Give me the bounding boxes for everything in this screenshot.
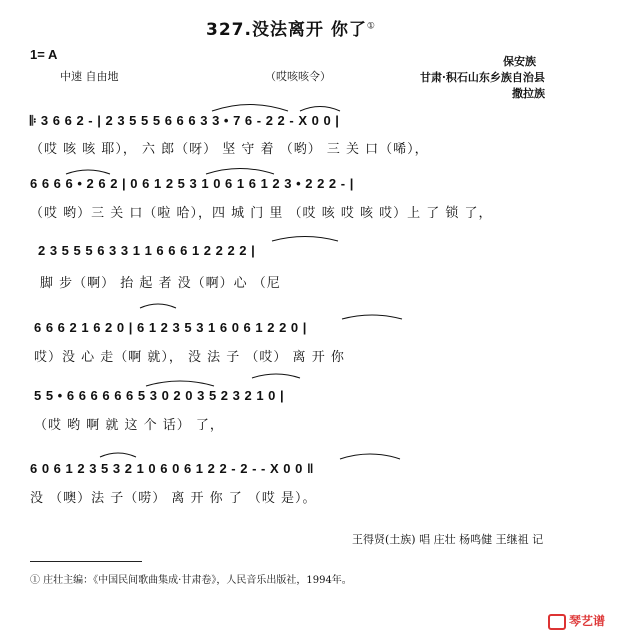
key-signature: 1= A — [30, 47, 58, 62]
tune-name: （哎咳咳令） — [265, 70, 331, 83]
notation-line-5: 5 5 • 6 6 6 6 6 6 5 3 0 2 0 3 5 2 3 2 1 0 | — [34, 388, 285, 403]
lyrics-line-4: 哎）没 心 走（啊 就）， 没 法 子 （哎） 离 开 你 — [34, 350, 345, 365]
notation-line-1: 𝄆 3 6 6 2 - | 2 3 5 5 5 6 6 6 3 3 • 7 6 - 2 2 - X 0 0 | — [30, 113, 340, 128]
footnote-text: ① 庄壮主编：《中国民间歌曲集成·甘肃卷》，人民音乐出版社，1994年。 — [30, 575, 352, 586]
watermark-text: 琴艺谱 — [569, 614, 606, 628]
notation-line-4: 6 6 6 2 1 6 2 0 | 6 1 2 3 5 3 1 6 0 6 1 2 2 0 | — [34, 320, 307, 335]
origin-ethnicity: 保安族 — [503, 55, 536, 68]
song-title — [206, 15, 376, 40]
footnote-divider — [30, 561, 142, 562]
lyrics-line-5: （哎 哟 啊 就 这 个 话） 了， — [34, 418, 224, 433]
notation-line-2: 6 6 6 6 • 2 6 2 | 0 6 1 2 5 3 1 0 6 1 6 1 2 3 • 2 2 2 - | — [30, 176, 354, 191]
lyrics-line-1: （哎 咳 咳 耶）， 六 郎（呀） 坚 守 着 （哟） 三 关 口（唏）， — [30, 142, 429, 157]
tempo-marking: 中速 自由地 — [60, 70, 119, 83]
credit-line: 王得贤(土族) 唱 庄壮 杨鸣健 王继祖 记 — [352, 533, 544, 546]
notation-line-6: 6 0 6 1 2 3 5 3 2 1 0 6 0 6 1 2 2 - 2 - - X 0 0 ‖ — [30, 461, 314, 476]
watermark — [548, 612, 605, 630]
notation-line-3: 2 3 5 5 5 6 3 3 1 1 6 6 6 1 2 2 2 2 | — [38, 243, 256, 258]
origin-region: 甘肃·积石山东乡族自治县 — [420, 71, 545, 84]
lyrics-line-2: （哎 哟）三 关 口（啦 哈），四 城 门 里 （哎 咳 哎 咳 哎）上 了 锁 了， — [30, 206, 493, 221]
origin-people: 撒拉族 — [512, 87, 545, 100]
watermark-logo-icon — [548, 614, 566, 630]
lyrics-line-3: 脚 步（啊） 抬 起 者 没（啊）心 （尼 — [40, 276, 281, 291]
footnote-mark: ① — [366, 21, 376, 32]
song-title-text: 327.没法离开 你了 — [206, 20, 367, 40]
lyrics-line-6: 没 （噢）法 子（唠） 离 开 你 了 （哎 是）。 — [30, 491, 317, 506]
